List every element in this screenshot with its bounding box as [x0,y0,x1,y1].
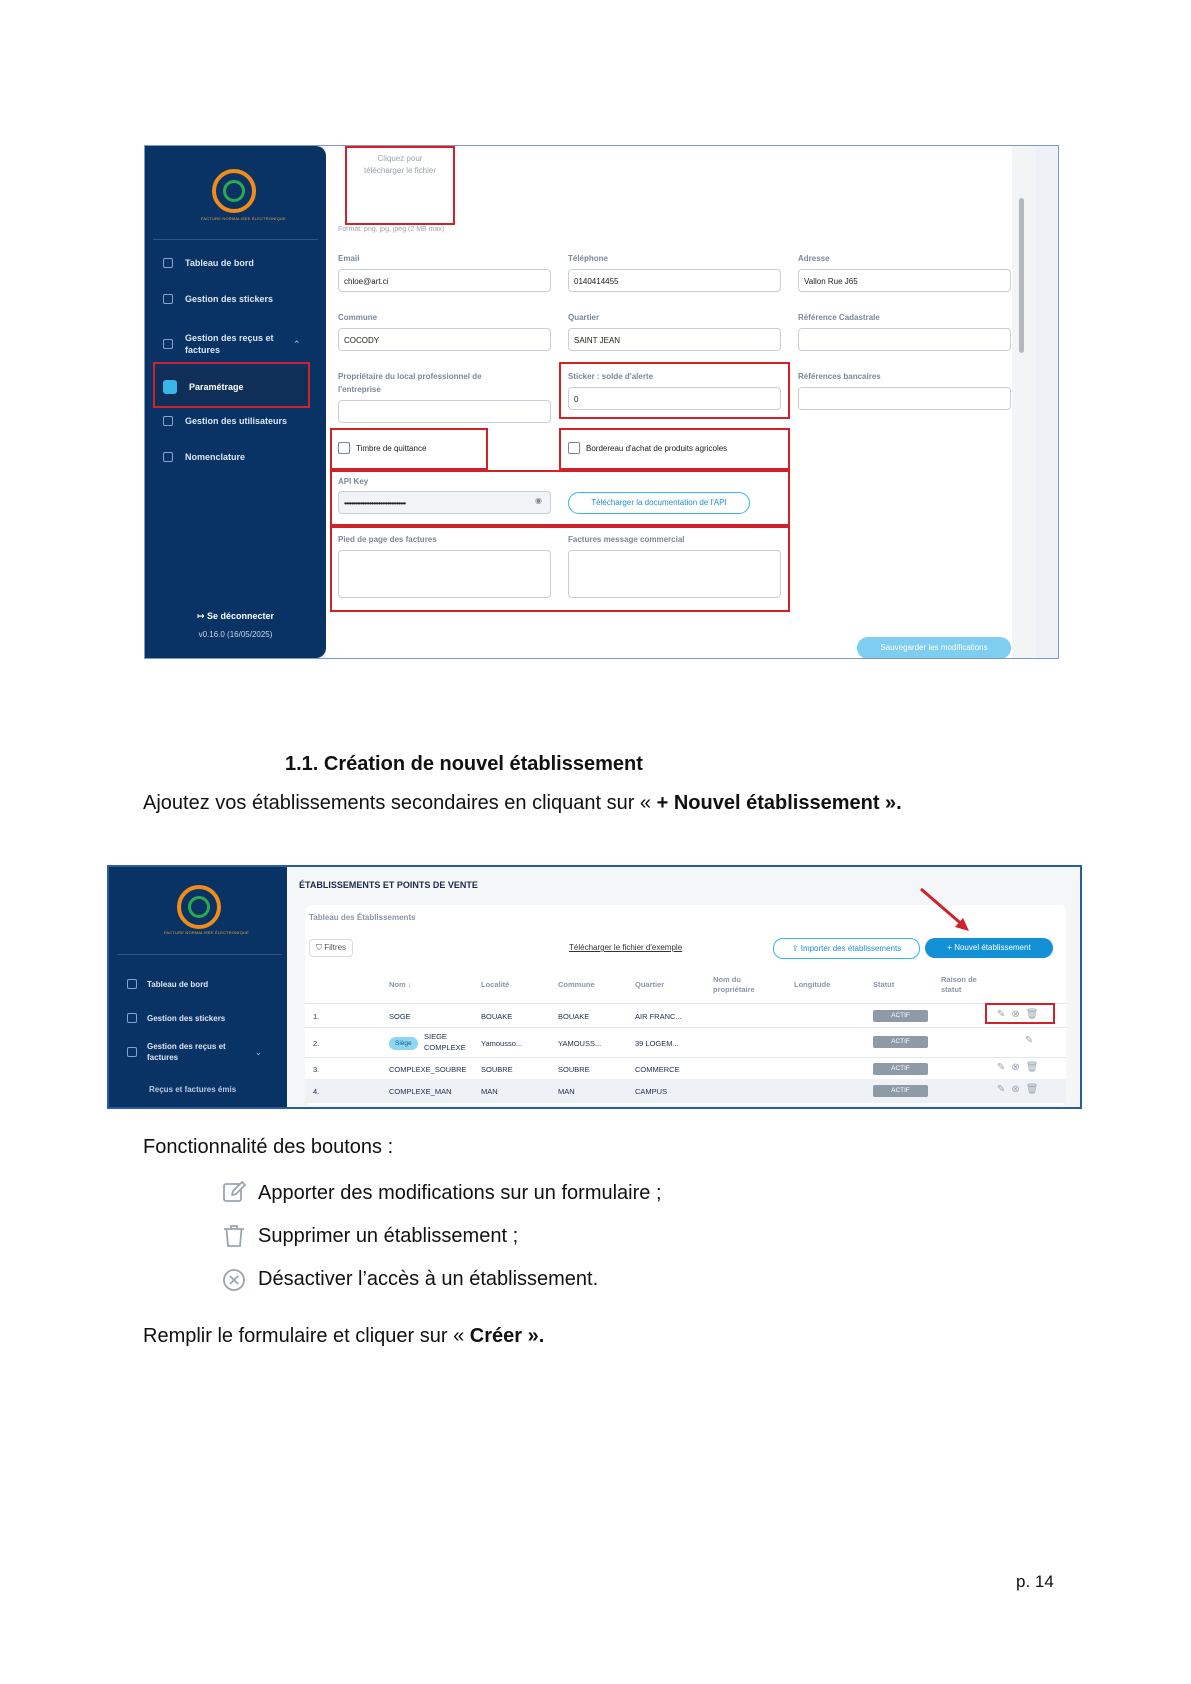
phone-field[interactable]: 0140414455 [568,269,781,292]
status-badge: ACTIF [873,1036,928,1048]
commercial-textarea[interactable] [568,550,781,598]
row-commune: SOUBRE [558,1065,590,1074]
page-title: ÉTABLISSEMENTS ET POINTS DE VENTE [299,880,478,890]
timbre-checkbox[interactable]: Timbre de quittance [338,442,426,454]
upload-text-2: télécharger le fichier [363,166,437,175]
email-label: Email [338,254,360,263]
commercial-label: Factures message commercial [568,535,685,544]
sort-down-icon: ↓ [407,980,412,989]
col-quartier: Quartier [635,980,665,989]
cadastre-field[interactable] [798,328,1011,351]
chevron-up-icon: ⌃ [293,338,301,349]
address-label: Adresse [798,254,830,263]
highlight-parametrage [153,362,310,408]
card-title: Tableau des Établissements [309,913,416,922]
row-quartier: AIR FRANC... [635,1012,682,1021]
edit-description: Apporter des modifications sur un formulaire ; [258,1182,662,1204]
footer-label: Pied de page des factures [338,535,437,544]
edit-icon[interactable]: ✎ [997,1084,1012,1095]
row-number: 3. [313,1065,320,1074]
sidebar-item-dashboard[interactable]: Tableau de bord [163,258,254,268]
sidebar-item-nomenclature[interactable]: Nomenclature [163,452,245,462]
row-localite: SOUBRE [481,1065,513,1074]
pointer-arrow-icon [917,885,977,937]
app-version: v0.16.0 (16/05/2025) [198,630,273,639]
row-nom-line1: SIEGE [424,1032,447,1041]
quartier-label: Quartier [568,313,600,322]
row-nom: SOGE [389,1012,411,1021]
page-number: p. 14 [1016,1572,1054,1591]
row-commune: YAMOUSS... [558,1039,602,1048]
row-number: 2. [313,1039,320,1048]
download-example-link[interactable]: Télécharger le fichier d'exemple [569,943,683,952]
cadastre-label: Référence Cadastrale [798,313,880,322]
scrollbar[interactable] [1012,146,1036,658]
receipt-icon [127,1047,137,1057]
logo-text: FACTURE NORMALISÉE ÉLECTRONIQUE [164,930,249,935]
owner-field[interactable] [338,400,551,423]
logout-button[interactable]: ↦ Se déconnecter [196,611,275,621]
col-localite: Localité [481,980,510,989]
commune-field[interactable]: COCODY [338,328,551,351]
status-badge: ACTIF [873,1085,928,1097]
upload-icon: ⇪ [791,944,801,953]
api-doc-button[interactable]: Télécharger la documentation de l'API [568,492,750,514]
document-icon [163,294,173,304]
section-intro: Ajoutez vos établissements secondaires en cliquant sur « + Nouvel établissement ». [143,792,902,814]
home-icon [127,979,137,989]
sidebar-divider [153,239,318,240]
home-icon [163,258,173,268]
eye-icon[interactable]: ◉ [535,496,542,505]
import-button[interactable]: ⇪ Importer des établissements [773,938,920,959]
sidebar-item-dashboard[interactable]: Tableau de bord [127,979,208,989]
highlight-actions [985,1003,1055,1024]
new-establishment-button[interactable]: + Nouvel établissement [925,938,1053,958]
row-number: 4. [313,1087,320,1096]
col-raison: Raison de statut [941,975,977,994]
close-circle-icon[interactable]: ⊗ [1011,1084,1026,1095]
settings-screenshot [144,145,1059,659]
col-statut: Statut [873,980,895,989]
col-proprietaire: Nom du propriétaire [713,975,755,994]
email-field[interactable]: chloe@art.ci [338,269,551,292]
trash-description: Supprimer un établissement ; [258,1225,519,1247]
row-localite: Yamousso... [481,1039,523,1048]
sidebar-subitem-receipts-issued[interactable]: Reçus et factures émis [149,1085,237,1094]
trash-icon [222,1224,246,1248]
section-heading: 1.1. Création de nouvel établissement [285,753,643,775]
col-nom[interactable]: Nom ↓ [389,980,412,989]
establishments-screenshot [107,865,1082,1109]
buttons-title: Fonctionnalité des boutons : [143,1136,394,1158]
col-longitude: Longitude [794,980,831,989]
sidebar [109,867,287,1107]
sidebar-item-stickers[interactable]: Gestion des stickers [163,294,273,304]
api-key-label: API Key [338,477,369,486]
filter-icon: ⛉ [316,943,325,952]
chevron-down-icon: ⌄ [255,1047,262,1057]
bordereau-checkbox[interactable]: Bordereau d'achat de produits agricoles [568,442,727,454]
row-localite: BOUAKE [481,1012,513,1021]
sidebar-item-stickers[interactable]: Gestion des stickers [127,1013,225,1023]
row-quartier: COMMERCE [635,1065,680,1074]
phone-label: Téléphone [568,254,609,263]
deactivate-description: Désactiver l’accès à un établissement. [258,1268,599,1290]
logout-icon: ↦ [196,611,207,621]
row-localite: MAN [481,1087,498,1096]
bank-label: Références bancaires [798,372,881,381]
owner-label-2: l'entreprise [338,385,381,394]
app-logo [212,169,256,213]
close-circle-icon[interactable]: ⊗ [1011,1062,1026,1073]
filters-button[interactable]: ⛉ Filtres [309,939,353,957]
bank-field[interactable] [798,387,1011,410]
sidebar-item-receipts[interactable]: Gestion des reçus et factures ⌃ [163,332,313,356]
edit-icon[interactable]: ✎ [997,1009,1012,1020]
row-actions [997,1062,1044,1073]
footer-textarea[interactable] [338,550,551,598]
status-badge: ACTIF [873,1010,928,1022]
settings-icon [163,452,173,462]
establishments-content [287,867,1080,1107]
sidebar-item-users[interactable]: Gestion des utilisateurs [163,416,287,426]
settings-form [326,146,1036,658]
row-commune: MAN [558,1087,575,1096]
sticker-alert-field[interactable]: 0 [568,387,781,410]
edit-icon[interactable]: ✎ [1025,1035,1040,1046]
close-circle-icon [222,1268,246,1292]
fill-instruction: Remplir le formulaire et cliquer sur « Créer ». [143,1325,545,1347]
document-icon [127,1013,137,1023]
owner-label-1: Propriétaire du local professionnel de [338,372,482,381]
trash-icon[interactable]: 🗑 [1025,1009,1045,1020]
row-commune: BOUAKE [558,1012,590,1021]
address-field[interactable]: Vallon Rue J65 [798,269,1011,292]
edit-icon[interactable]: ✎ [997,1062,1012,1073]
row-nom-line2: COMPLEXE [424,1043,466,1052]
row-quartier: CAMPUS [635,1087,668,1096]
logo-text: FACTURE NORMALISÉE ÉLECTRONIQUE [201,216,286,221]
siege-badge: Siège [389,1037,418,1050]
close-circle-icon[interactable]: ⊗ [1011,1009,1026,1020]
status-badge: ACTIF [873,1063,928,1075]
row-nom: COMPLEXE_MAN [389,1087,452,1096]
commune-label: Commune [338,313,378,322]
upload-text-1: Cliquez pour [377,154,423,163]
edit-icon [222,1180,246,1204]
col-commune: Commune [558,980,595,989]
trash-icon[interactable]: 🗑 [1025,1062,1045,1073]
sticker-label: Sticker : solde d'alerte [568,372,654,381]
api-key-field[interactable]: •••••••••••••••••••••••••••••••••• [338,491,551,514]
sidebar-divider [117,954,282,955]
row-quartier: 39 LOGEM... [635,1039,679,1048]
row-nom: COMPLEXE_SOUBRE [389,1065,467,1074]
receipt-icon [163,339,173,349]
save-button[interactable]: Sauvegarder les modifications [857,637,1011,659]
trash-icon[interactable]: 🗑 [1025,1084,1045,1095]
user-icon [163,416,173,426]
sidebar [145,146,326,658]
sidebar-item-parametrage[interactable]: Paramétrage [153,367,308,407]
app-logo [177,885,221,929]
upload-format: Format: png, jpg, jpeg (2 MB max) [338,226,445,233]
row-number: 1. [313,1012,320,1021]
sidebar-item-receipts[interactable]: Gestion des reçus et factures ⌄ [127,1041,277,1063]
quartier-field[interactable]: SAINT JEAN [568,328,781,351]
row-actions [997,1084,1044,1095]
